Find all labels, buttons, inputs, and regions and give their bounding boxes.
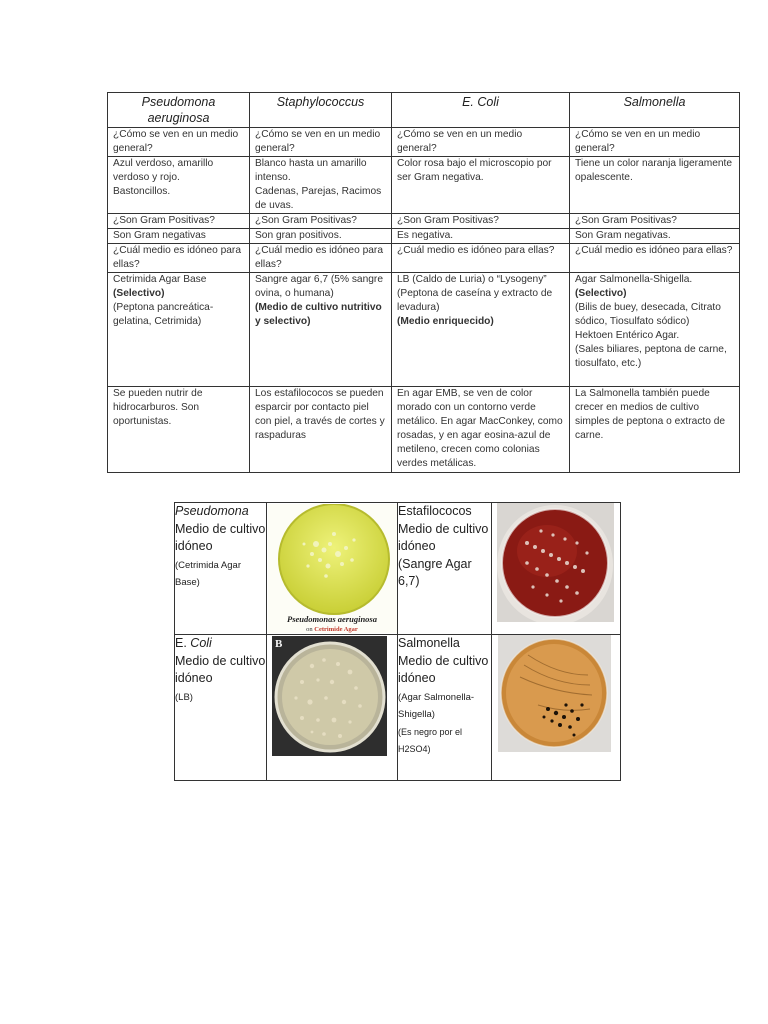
comparison-table	[107, 92, 740, 473]
cell-text: Agar Salmonella-Shigella.	[575, 274, 693, 285]
cell-text-bold: (Selectivo)	[575, 288, 627, 299]
cell-text-bold: (Medio enriquecido)	[397, 316, 494, 327]
cell-text: LB (Caldo de Luria) o “Lysogeny” (Peptona de caseína y extracto de levadura)	[397, 274, 553, 313]
medium-caption: Medio de cultivo idóneo	[398, 653, 489, 685]
ecoli-petri-dish-image	[272, 636, 387, 756]
table-cell: Blanco hasta un amarillo intenso. Cadenas, Parejas, Racimos de uvas.	[250, 157, 392, 214]
answer-row-notes	[108, 387, 740, 473]
table-cell: Son Gram negativas.	[570, 229, 740, 244]
culture-images-table	[174, 502, 621, 781]
header-pseudomona: Pseudomona aeruginosa	[108, 93, 250, 128]
staphylococcus-photo-cell	[492, 503, 621, 635]
answer-row-appearance	[108, 157, 740, 214]
table-cell: ¿Cuál medio es idóneo para ellas?	[392, 244, 570, 273]
table-cell: ¿Son Gram Positivas?	[108, 214, 250, 229]
table-cell: Son Gram negativas	[108, 229, 250, 244]
cell-text-bold: (Selectivo)	[113, 288, 165, 299]
medium-name: (Sangre Agar 6,7)	[398, 556, 472, 588]
medium-name: (Agar Salmonella-Shigella)	[398, 691, 475, 720]
table-cell: ¿Cuál medio es idóneo para ellas?	[250, 244, 392, 273]
medium-caption: Medio de cultivo idóneo	[175, 521, 266, 553]
organism-name: Salmonella	[398, 636, 460, 650]
table-cell: La Salmonella también puede crecer en medios de cultivo simples de peptona o extracto de carne.	[570, 387, 740, 473]
table-cell: ¿Cuál medio es idóneo para ellas?	[570, 244, 740, 273]
table-cell: Se pueden nutrir de hidrocarburos. Son oportunistas.	[108, 387, 250, 473]
table-cell: Los estafilococos se pueden esparcir por contacto piel con piel, a través de cortes y raspaduras	[250, 387, 392, 473]
medium-name: (Cetrimida Agar Base)	[175, 559, 241, 588]
table-cell: ¿Cómo se ven en un medio general?	[250, 128, 392, 157]
table-cell	[570, 273, 740, 387]
organism-name: Estafilococos	[398, 504, 472, 518]
table-cell: ¿Son Gram Positivas?	[570, 214, 740, 229]
table-cell: Color rosa bajo el microscopio por ser Gram negativa.	[392, 157, 570, 214]
table-cell: ¿Son Gram Positivas?	[392, 214, 570, 229]
table-cell: ¿Cómo se ven en un medio general?	[392, 128, 570, 157]
pseudomona-photo-cell	[267, 503, 398, 635]
table-cell: Azul verdoso, amarillo verdoso y rojo. Bastoncillos.	[108, 157, 250, 214]
salmonella-photo-cell	[492, 635, 621, 781]
header-salmonella: Salmonella	[570, 93, 740, 128]
photo-panel-letter: B	[275, 638, 283, 650]
table-cell: Es negativa.	[392, 229, 570, 244]
medium-caption: Medio de cultivo idóneo	[175, 653, 266, 685]
cell-text: (Bilis de buey, desecada, Citrato sódico, Tiosulfato sódico) Hektoen Entérico Agar. (Sales biliares, peptona de carne, tiosulfato, etc.)	[575, 302, 727, 369]
answer-row-gram	[108, 229, 740, 244]
staphylococcus-petri-dish-image	[497, 503, 614, 622]
question-row-gram	[108, 214, 740, 229]
cell-text: Sangre agar 6,7 (5% sangre ovina, o humana)	[255, 274, 383, 299]
table-cell: ¿Cómo se ven en un medio general?	[108, 128, 250, 157]
cell-text: Cetrimida Agar Base	[113, 274, 207, 285]
header-staphylococcus: Staphylococcus	[250, 93, 392, 128]
answer-row-medium	[108, 273, 740, 387]
table-cell: Son gran positivos.	[250, 229, 392, 244]
table-cell: ¿Cómo se ven en un medio general?	[570, 128, 740, 157]
photo-caption: Pseudomonas aeruginosa	[287, 614, 377, 624]
cell-text: (Peptona pancreática-gelatina, Cetrimida)	[113, 302, 214, 327]
table-cell	[392, 273, 570, 387]
ecoli-photo-cell	[267, 635, 398, 781]
question-row-medium	[108, 244, 740, 273]
pseudomona-label	[175, 503, 267, 635]
table-cell	[250, 273, 392, 387]
header-ecoli: E. Coli	[392, 93, 570, 128]
ecoli-label	[175, 635, 267, 781]
organism-name: E. Coli	[175, 636, 212, 650]
images-row-2	[175, 635, 621, 781]
images-row-1	[175, 503, 621, 635]
table-cell: ¿Cuál medio es idóneo para ellas?	[108, 244, 250, 273]
question-row-appearance	[108, 128, 740, 157]
cell-text-bold: (Medio de cultivo nutritivo y selectivo)	[255, 302, 382, 327]
salmonella-petri-dish-image	[498, 635, 611, 752]
svg-text:on Cetrimide Agar: on Cetrimide Agar	[306, 626, 358, 633]
pseudomona-petri-dish-image	[268, 504, 397, 633]
table-cell	[108, 273, 250, 387]
medium-caption: Medio de cultivo idóneo	[398, 521, 489, 553]
medium-name: (LB)	[175, 691, 193, 703]
staphylococcus-label	[398, 503, 492, 635]
medium-note: (Es negro por el H2SO4)	[398, 726, 463, 754]
header-row	[108, 93, 740, 128]
table-cell: ¿Son Gram Positivas?	[250, 214, 392, 229]
table-cell: En agar EMB, se ven de color morado con un contorno verde metálico. En agar MacConkey, como rosadas, y en agar eosina-azul de metileno, crecen como colonias verdes metálicas.	[392, 387, 570, 473]
table-cell: Tiene un color naranja ligeramente opalescente.	[570, 157, 740, 214]
organism-name: Pseudomona	[175, 504, 249, 518]
salmonella-label	[398, 635, 492, 781]
